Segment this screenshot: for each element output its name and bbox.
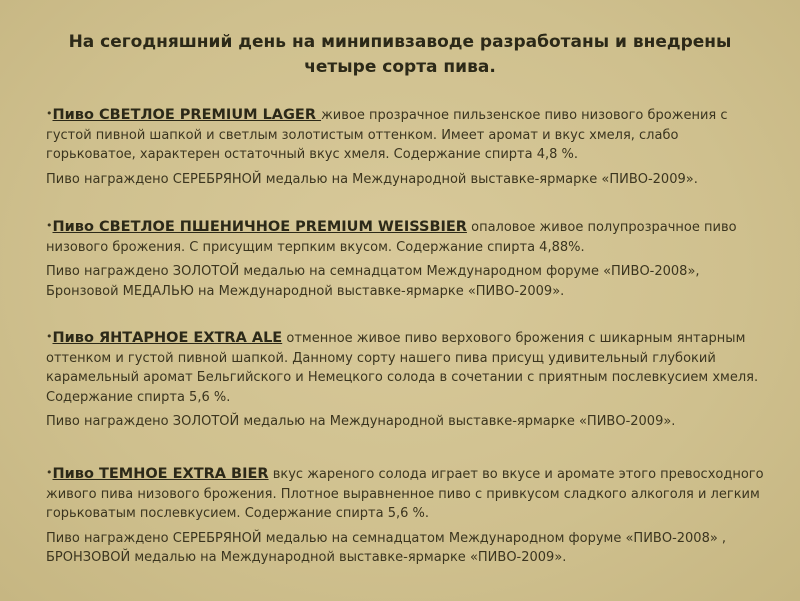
beer-name: Пиво ТЕМНОЕ EXTRA BIER	[52, 466, 269, 482]
beer-entry-dark	[46, 463, 768, 568]
beer-description: вкус жареного солода играет во вкусе и аромате этого превосходного живого пива низового брожения. Плотное выравненное пиво с привкусом сладкого алкоголя и легким горьковатым послевкусием. Содержание спирта 5,6 %.	[46, 467, 764, 521]
beer-entry-ale	[46, 327, 768, 432]
beer-entry-lager	[46, 104, 768, 189]
beer-description-paragraph	[46, 216, 768, 257]
bullet-icon: •	[46, 107, 53, 120]
beer-description-paragraph	[46, 463, 768, 524]
beer-award: Пиво награждено ЗОЛОТОЙ медалью на Международной выставке-ярмарке «ПИВО-2009».	[46, 414, 676, 429]
beer-description: опаловое живое полупрозрачное пиво низового брожения. С присущим терпким вкусом. Содержание спирта 4,88%.	[46, 220, 737, 255]
beer-name: Пиво СВЕТЛОЕ ПШЕНИЧНОЕ PREMIUM WEISSBIER	[52, 219, 467, 235]
beer-award: Пиво награждено СЕРЕБРЯНОЙ медалью на Международной выставке-ярмарке «ПИВО-2009».	[46, 171, 698, 187]
beer-name: Пиво ЯНТАРНОЕ EXTRA ALE	[52, 330, 283, 346]
bullet-icon: •	[46, 330, 53, 343]
beer-entry-weissbier	[46, 216, 768, 301]
beer-description-paragraph	[46, 327, 768, 407]
bullet-icon: •	[46, 466, 53, 479]
beer-description: живое прозрачное пильзенское пиво низового брожения с густой пивной шапкой и светлым золотистым оттенком. Имеет аромат и вкус хмеля, слабо горьковатое, характерен остаточный вкус хмеля. Содержание спирта 4,8 %.	[46, 108, 728, 162]
beer-award: Пиво награждено СЕРЕБРЯНОЙ медалью на семнадцатом Международном форуме «ПИВО-2008» , БРОНЗОВОЙ медалью на Международной выставке-ярмарке «ПИВО-2009».	[46, 530, 727, 565]
bullet-icon: •	[46, 219, 53, 232]
beer-description: отменное живое пиво верхового брожения с шикарным янтарным оттенком и густой пивной шапкой. Данному сорту нашего пива присущ удивительный глубокий карамельный аромат Бельгийского и Немецкого солода в сочетании с приятным послевкусием хмеля. Содержание спирта 5,6 %.	[46, 331, 759, 405]
beer-award: Пиво награждено ЗОЛОТОЙ медалью на семнадцатом Международном форуме «ПИВО-2008», Бронзовой МЕДАЛЬЮ на Международной выставке-ярмарке «ПИВО-2009».	[46, 264, 700, 299]
beer-name: Пиво СВЕТЛОЕ PREMIUM LAGER	[52, 107, 322, 123]
beer-description-paragraph	[46, 104, 768, 165]
slide-title: На сегодняшний день на минипивзаводе разработаны и внедрены четыре сорта пива.	[68, 32, 732, 77]
